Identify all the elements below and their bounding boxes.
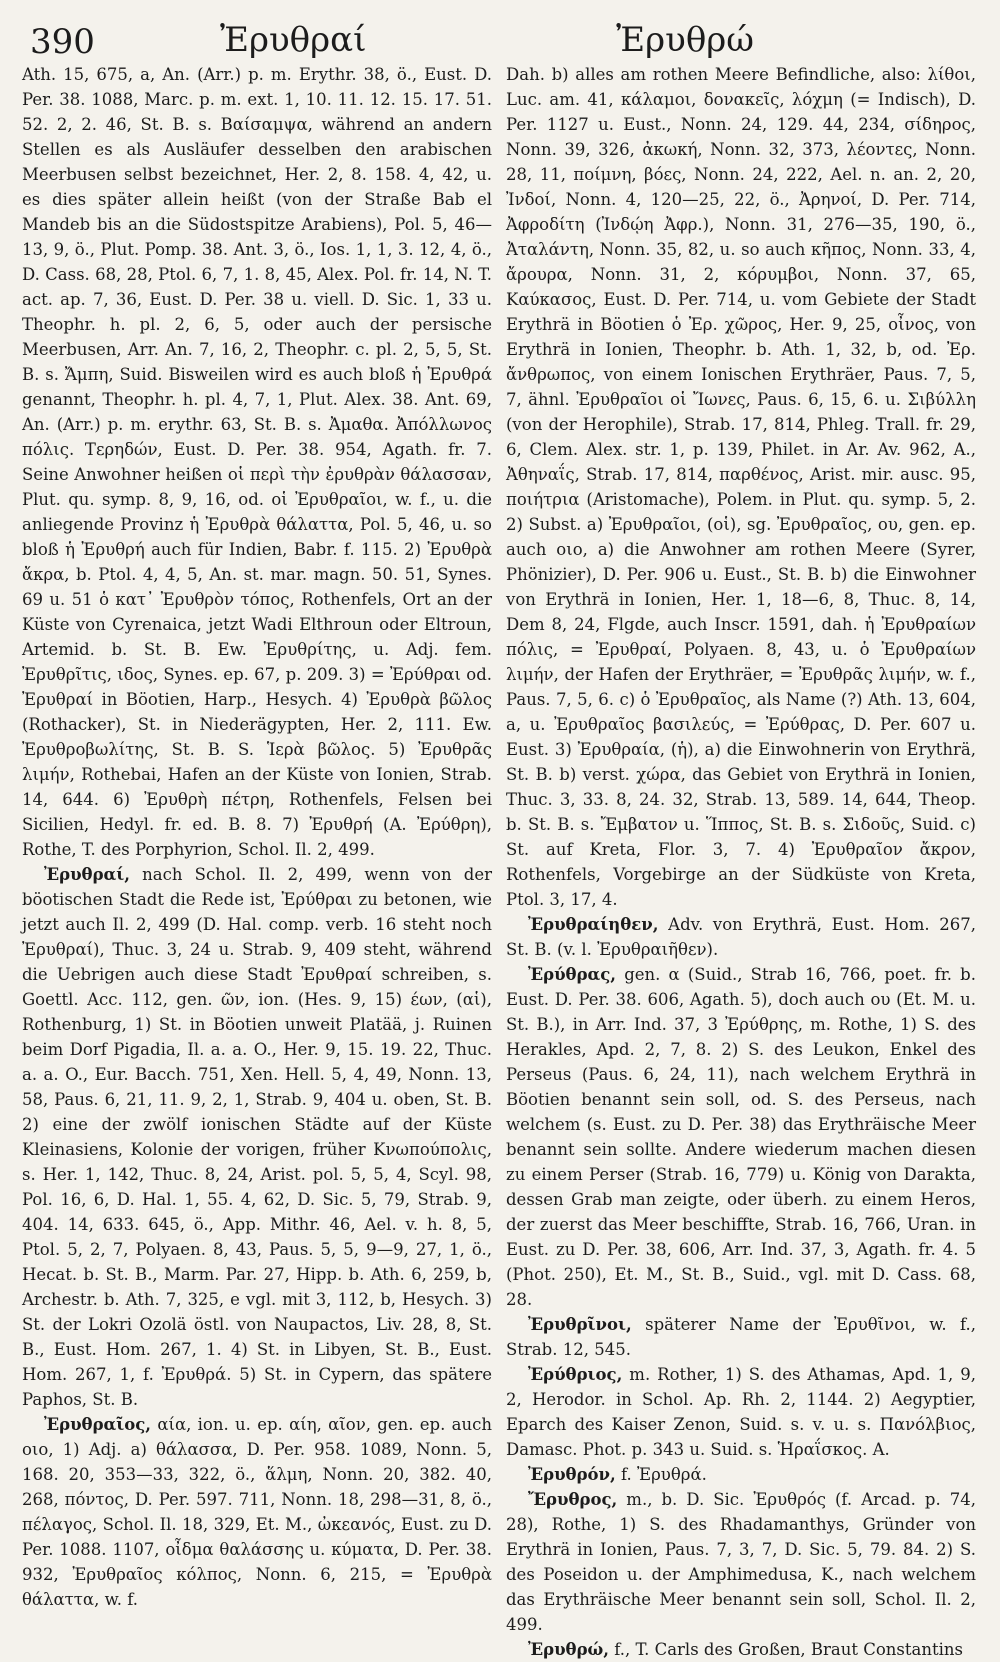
entry-text: αία, ion. u. ep. αίη, αῖον, gen. ep. auch οιο, 1) Adj. a) θάλασσα, D. Per. 958. 1089, Nonn. 5, 168. 20, 353—33, 322, ö., ἅλμη, Nonn. 20, 382. 40, 268, πόντος, D. Per. 597. 711, Nonn. 18, 298—31, 8, ö., πέλαγος, Schol. Il. 18, 329, Et. M., ὠκεανός, Eust. zu D. Per. 1088. 1107, οἶδμα θαλάσσης u. κύματα, D. Per. 38. 932, Ἐρυθραῖος κόλπος, Nonn. 6, 215, = Ἐρυθρὰ θάλαττα, w. f. <box>22 1415 492 1609</box>
entry-lemma: Ἐρυθραίηθεν, <box>528 915 659 934</box>
entry-lemma: Ἐρυθραῖος, <box>44 1415 152 1434</box>
dictionary-entry <box>22 862 492 1412</box>
entry-text: Dah. b) alles am rothen Meere Befindliche, also: λίθοι, Luc. am. 41, κάλαμοι, δονακεῖς, λόχμη (= Indisch), D. Per. 1127 u. Eust., Nonn. 24, 129. 44, 234, σίδηρος, Nonn. 39, 326, ἀκωκή, Nonn. 32, 373, λέοντες, Nonn. 28, 11, ποίμνη, βόες, Nonn. 24, 222, Ael. n. an. 2, 20, Ἰνδοί, Nonn. 4, 120—25, 22, ö., Ἀρηνοί, D. Per. 714, Ἀφροδίτη (Ἰνδῴη Ἀφρ.), Nonn. 31, 276—35, 190, ö., Ἀταλάντη, Nonn. 35, 82, u. so auch κῆπος, Nonn. 33, 4, ἄρουρα, Nonn. 31, 2, κόρυμβοι, Nonn. 37, 65, Καύκασος, Eust. D. Per. 714, u. vom Gebiete der Stadt Erythrä in Böotien ὁ Ἐρ. χῶρος, Her. 9, 25, οἶνος, von Erythrä in Ionien, Theophr. b. Ath. 1, 32, b, od. Ἐρ. ἄνθρωπος, von einem Ionischen Erythräer, Paus. 7, 5, 7, ähnl. Ἐρυθραῖοι οἱ Ἴωνες, Paus. 6, 15, 6. u. Σιβύλλη (von der Herophile), Strab. 17, 814, Phleg. Trall. fr. 29, 6, Clem. Alex. str. 1, p. 139, Philet. in Ar. Av. 962, A., Ἀθηναΐς, Strab. 17, 814, παρθένος, Arist. mir. ausc. 95, ποιήτρια (Aristomache), Polem. in Plut. qu. symp. 5, 2. 2) Subst. a) Ἐρυθραῖοι, (οἱ), sg. Ἐρυθραῖος, ου, gen. ep. auch οιο, a) die Anwohner am rothen Meere (Syrer, Phönizier), D. Per. 906 u. Eust., St. B. b) die Einwohner von Erythrä in Ionien, Her. 1, 18—6, 8, Thuc. 8, 14, Dem 8, 24, Flgde, auch Inscr. 1591, dah. ἡ Ἐρυθραίων πόλις, = Ἐρυθραί, Polyaen. 8, 43, u. ὁ Ἐρυθραίων λιμήν, der Hafen der Erythräer, = Ἐρυθρᾶς λιμήν, w. f., Paus. 7, 5, 6. c) ὁ Ἐρυθραῖος, als Name (?) Ath. 13, 604, a, u. Ἐρυθραῖος βασιλεύς, = Ἐρύθρας, D. Per. 607 u. Eust. 3) Ἐρυθραία, (ἡ), a) die Einwohnerin von Erythrä, St. B. b) verst. χώρα, das Gebiet von Erythrä in Ionien, Thuc. 3, 33. 8, 24. 32, Strab. 13, 589. 14, 644, Theop. b. St. B. s. Ἔμβατον u. Ἵππος, St. B. s. Σιδοῦς, Suid. c) St. auf Kreta, Flor. 3, 7. 4) Ἐρυθραῖον ἄκρον, Rothenfels, Vorgebirge an der Südküste von Kreta, Ptol. 3, 17, 4. <box>506 65 976 909</box>
entry-text: m. Rother, 1) S. des Athamas, Apd. 1, 9, 2, Herodor. in Schol. Ap. Rh. 2, 1144. 2) Aegyptier, Eparch des Kaiser Zenon, Suid. s. v. u. s. Πανόλβιος, Damasc. Phot. p. 343 u. Suid. s. Ἡραΐσκος. A. <box>506 1365 976 1459</box>
entry-text: Ath. 15, 675, a, An. (Arr.) p. m. Erythr. 38, ö., Eust. D. Per. 38. 1088, Marc. p. m. ext. 1, 10. 11. 12. 15. 17. 51. 52. 2, 2. 46, St. B. s. Βαίσαμψα, während an andern Stellen es als Ausläufer desselben den arabischen Meerbusen selbst bezeichnet, Her. 2, 8. 158. 4, 42, u. es dies später allein heißt (von der Straße Bab el Mandeb bis an die Südostspitze Arabiens), Pol. 5, 46—13, 9, ö., Plut. Pomp. 38. Ant. 3, ö., Ios. 1, 1, 3. 12, 4, ö., D. Cass. 68, 28, Ptol. 6, 7, 1. 8, 45, Alex. Pol. fr. 14, N. T. act. ap. 7, 36, Eust. D. Per. 38 u. viell. D. Sic. 1, 33 u. Theophr. h. pl. 2, 6, 5, oder auch der persische Meerbusen, Arr. An. 7, 16, 2, Theophr. c. pl. 2, 5, 5, St. B. s. Ἄμπη, Suid. Bisweilen wird es auch bloß ἡ Ἐρυθρά genannt, Theophr. h. pl. 4, 7, 1, Plut. Alex. 38. Ant. 69, An. (Arr.) p. m. erythr. 63, St. B. s. Ἀμαθα. Ἀπόλλωνος πόλις. Τερηδών, Eust. D. Per. 38. 954, Agath. fr. 7. Seine Anwohner heißen οἱ περὶ τὴν ἐρυθρὰν θάλασσαν, Plut. qu. symp. 8, 9, 16, od. οἱ Ἐρυθραῖοι, w. f., u. die anliegende Provinz ἡ Ἐρυθρὰ θάλαττα, Pol. 5, 46, u. so bloß ἡ Ἐρυθρή auch für Indien, Babr. f. 115. 2) Ἐρυθρὰ ἄκρα, b. Ptol. 4, 4, 5, An. st. mar. magn. 50. 51, Synes. 69 u. 51 ὁ κατ᾽ Ἐρυθρὸν τόπος, Rothenfels, Ort an der Küste von Cyrenaica, jetzt Wadi Elthroun oder Eltroun, Artemid. b. St. B. Ew. Ἐρυθρίτης, u. Adj. fem. Ἐρυθρῖτις, ιδος, Synes. ep. 67, p. 209. 3) = Ἐρύθραι od. Ἐρυθραί in Böotien, Harp., Hesych. 4) Ἐρυθρὰ βῶλος (Rothacker), St. in Niederägypten, Her. 2, 111. Ew. Ἐρυθροβωλίτης, St. B. S. Ἱερὰ βῶλος. 5) Ἐρυθρᾶς λιμήν, Rothebai, Hafen an der Küste von Ionien, Strab. 14, 644. 6) Ἐρυθρὴ πέτρη, Rothenfels, Felsen bei Sicilien, Hedyl. fr. ed. B. 8. 7) Ἐρυθρή (A. Ἐρύθρη), Rothe, T. des Porphyrion, Schol. Il. 2, 499. <box>22 65 492 859</box>
dictionary-entry <box>506 962 976 1312</box>
dictionary-entry <box>506 1362 976 1462</box>
dictionary-entry <box>506 1312 976 1362</box>
left-headword: Ἐρυθραί <box>220 20 367 60</box>
entry-lemma: Ἐρυθρῖνοι, <box>528 1315 632 1334</box>
page-number: 390 <box>30 22 95 62</box>
dictionary-entry <box>506 62 976 912</box>
entry-text: f. Ἐρυθρά. <box>621 1465 707 1484</box>
right-column <box>506 62 977 1659</box>
entry-lemma: Ἐρύθριος, <box>528 1365 623 1384</box>
entry-text: f., T. Carls des Großen, Braut Constantins <box>614 1640 963 1659</box>
entry-lemma: Ἐρύθρας, <box>528 965 617 984</box>
dictionary-entry <box>506 1462 976 1487</box>
entry-text: m., b. D. Sic. Ἐρυθρός (f. Arcad. p. 74, 28), Rothe, 1) S. des Rhadamanthys, Gründer von Erythrä in Ionien, Paus. 7, 3, 7, D. Sic. 5, 79. 84. 2) S. des Poseidon u. der Amphimedusa, K., nach welchem das Erythräische Meer benannt sein soll, Schol. Il. 2, 499. <box>506 1490 977 1634</box>
entry-lemma: Ἔρυθρος, <box>528 1490 618 1509</box>
entry-text: späterer Name der Ἐρυθῖνοι, w. f., Strab. 12, 545. <box>506 1315 977 1359</box>
left-column <box>22 62 492 1609</box>
dictionary-entry <box>506 1637 976 1662</box>
dictionary-entry <box>22 62 492 862</box>
entry-lemma: Ἐρυθραί, <box>44 865 130 884</box>
dictionary-entry <box>506 1487 976 1637</box>
right-headword: Ἐρυθρώ <box>616 20 754 60</box>
dictionary-entry <box>22 1412 492 1612</box>
dictionary-entry <box>506 912 976 962</box>
entry-text: nach Schol. Il. 2, 499, wenn von der böotischen Stadt die Rede ist, Ἐρύθραι zu betonen, wie jetzt auch Il. 2, 499 (D. Hal. comp. verb. 16 steht noch Ἐρυθραί), Thuc. 3, 24 u. Strab. 9, 409 steht, während die Uebrigen auch diese Stadt Ἐρυθραί schreiben, s. Goettl. Acc. 112, gen. ῶν, ion. (Hes. 9, 15) έων, (αἱ), Rothenburg, 1) St. in Böotien unweit Platää, j. Ruinen beim Dorf Pigadia, Il. a. a. O., Her. 9, 15. 19. 22, Thuc. a. a. O., Eur. Bacch. 751, Xen. Hell. 5, 4, 49, Nonn. 13, 58, Paus. 6, 21, 11. 9, 2, 1, Strab. 9, 404 u. oben, St. B. 2) eine der zwölf ionischen Städte auf der Küste Kleinasiens, Kolonie der vorigen, früher Κνωπούπολις, s. Her. 1, 142, Thuc. 8, 24, Arist. pol. 5, 5, 4, Scyl. 98, Pol. 16, 6, D. Hal. 1, 55. 4, 62, D. Sic. 5, 79, Strab. 9, 404. 14, 633. 645, ö., App. Mithr. 46, Ael. v. h. 8, 5, Ptol. 5, 2, 7, Polyaen. 8, 43, Paus. 5, 5, 9—9, 27, 1, ö., Hecat. b. St. B., Marm. Par. 27, Hipp. b. Ath. 6, 259, b, Archestr. b. Ath. 7, 325, e vgl. mit 3, 112, b, Hesych. 3) St. der Lokri Ozolä östl. von Naupactos, Liv. 28, 8, St. B., Eust. Hom. 267, 1. 4) St. in Libyen, St. B., Eust. Hom. 267, 1, f. Ἐρυθρά. 5) St. in Cypern, das spätere Paphos, St. B. <box>22 865 492 1409</box>
entry-text: Adv. von Erythrä, Eust. Hom. 267, St. B. (v. l. Ἐρυθραιῆθεν). <box>506 915 977 959</box>
entry-text: gen. α (Suid., Strab 16, 766, poet. fr. b. Eust. D. Per. 38. 606, Agath. 5), doch auch ου (Et. M. u. St. B.), in Arr. Ind. 37, 3 Ἐρύθρης, m. Rothe, 1) S. des Herakles, Apd. 2, 7, 8. 2) S. des Leukon, Enkel des Perseus (Paus. 6, 24, 11), nach welchem Erythrä in Böotien benannt sein soll, od. S. des Perseus, nach welchem (s. Eust. zu D. Per. 38) das Erythräische Meer benannt sein sollte. Andere wiederum machen diesen zu einem Perser (Strab. 16, 779) u. König von Darakta, dessen Grab man zeigte, oder überh. zu einem Heros, der zuerst das Meer beschiffte, Strab. 16, 766, Uran. in Eust. zu D. Per. 38, 606, Arr. Ind. 37, 3, Agath. fr. 4. 5 (Phot. 250), Et. M., St. B., Suid., vgl. mit D. Cass. 68, 28. <box>506 965 976 1309</box>
entry-lemma: Ἐρυθρώ, <box>528 1640 609 1659</box>
entry-lemma: Ἐρυθρόν, <box>528 1465 616 1484</box>
page-header <box>22 14 978 62</box>
